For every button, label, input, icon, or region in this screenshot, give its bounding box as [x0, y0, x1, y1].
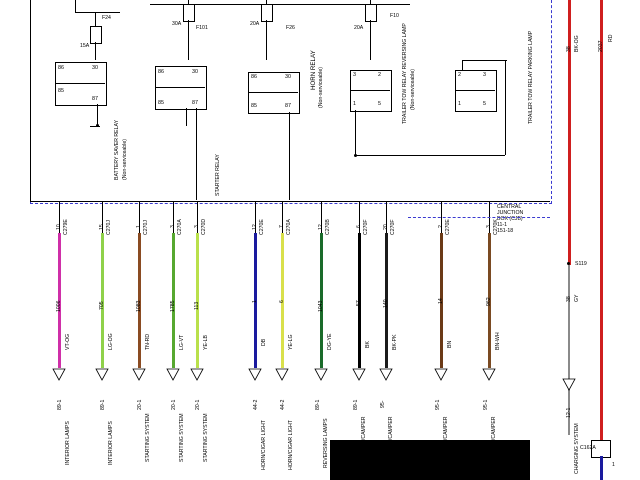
wire-12-connector: C270K — [493, 219, 499, 235]
interconnect-8 — [505, 60, 506, 155]
wire-3-dest-num: 20-1 — [137, 399, 143, 410]
wire-1-code: VT-OG — [65, 333, 71, 350]
f26-lower-lead — [266, 20, 267, 60]
connector-c162a-label: C162A — [580, 445, 596, 451]
charging-dest-num: 12-1 — [566, 407, 572, 418]
wire-6-circuit: 1 — [252, 300, 258, 303]
fuse-f26-rating: 20A — [250, 21, 260, 27]
wire-7-circuit: 6 — [279, 300, 285, 303]
cjb-label-line-2: JUNCTION — [497, 210, 524, 216]
right-left-wire-code: BK-OG — [574, 35, 580, 52]
wire-12-dest-num: 95-1 — [483, 399, 489, 410]
interconnect-6 — [355, 110, 356, 155]
relay4-note: (Non-serviceable) — [410, 69, 416, 110]
connector-arrow-10 — [379, 368, 393, 381]
relay1-pin-85: 85 — [58, 88, 64, 94]
f101-lower-lead — [188, 20, 189, 60]
relay1-pin-86: 86 — [58, 65, 64, 71]
wire-7-code: YE-LG — [288, 334, 294, 350]
wire-10-circuit: 140 — [383, 299, 389, 308]
relay5-pin-1: 1 — [458, 101, 461, 107]
fuse-f24-name: F24 — [102, 15, 111, 21]
relay4-pin-5: 5 — [378, 101, 381, 107]
fuse-f10-name: F10 — [390, 13, 399, 19]
wire-9-dest-num: 89-1 — [353, 399, 359, 410]
relay5-pin-2: 2 — [458, 72, 461, 78]
relay3-pin-85: 85 — [251, 103, 257, 109]
relay-trailer-tow-reversing-lamp — [350, 70, 392, 112]
connector-arrow-2 — [95, 368, 109, 381]
cjb-label-line-1: CENTRAL — [497, 204, 522, 210]
relay5-pin-3: 3 — [483, 72, 486, 78]
connector-arrow-3 — [132, 368, 146, 381]
fuse-f101 — [183, 4, 195, 22]
cjb-label-line-3: BOX (CJB) — [497, 216, 523, 222]
relay1-note: (Non-serviceable) — [122, 139, 128, 180]
right-right-wire-code: RD — [608, 34, 614, 42]
wire-4-dest-num: 20-1 — [171, 399, 177, 410]
interconnect-2 — [97, 104, 98, 126]
right-right-wire-circuit: 2037 — [598, 40, 604, 52]
wire-3-pin: 1 — [136, 225, 142, 228]
f24-lower-lead — [95, 42, 96, 60]
feed-stub-b — [95, 12, 96, 26]
wire-12-pin: 3 — [486, 225, 492, 228]
wire-2-circuit: 705 — [99, 301, 105, 310]
wire-5-dest: STARTING SYSTEM — [203, 413, 209, 462]
relay3-pin-30: 30 — [285, 74, 291, 80]
wire-1-connector: C279E — [63, 219, 69, 235]
wire-11-connector: C270E — [445, 219, 451, 235]
wire-4-code: LG-VT — [179, 334, 185, 350]
connector-c162a-pin: 1 — [612, 462, 615, 468]
connector-arrow-4 — [166, 368, 180, 381]
wire-6-dest-num: 44-2 — [253, 399, 259, 410]
wire-5-pin: 3 — [194, 225, 200, 228]
wire-10-code: BK-PK — [392, 334, 398, 350]
right-red-wire-right — [600, 0, 603, 440]
relay4-name: TRAILER TOW RELAY REVERSING LAMP — [402, 23, 408, 124]
wire-7-dest: HORN/CIGAR LIGHT — [288, 420, 294, 470]
relay3-note: (Non-serviceable) — [318, 67, 324, 108]
interconnect-10 — [462, 60, 463, 70]
relay4-divider — [350, 90, 390, 91]
wire-6-connector: C270E — [259, 219, 265, 235]
cjb-label-line-5: 151-18 — [497, 228, 514, 234]
wire-2-connector: C270J — [106, 220, 112, 235]
wire-3-stub — [139, 202, 140, 233]
wire-4-dest: STARTING SYSTEM — [179, 413, 185, 462]
relay1-name: BATTERY SAVER RELAY — [114, 119, 120, 180]
interconnect-9 — [462, 60, 507, 61]
interconnect-4 — [196, 108, 197, 200]
fuse-f101-rating: 30A — [172, 21, 182, 27]
wire-3-circuit: 1083 — [136, 300, 142, 312]
wire-8-connector: C270B — [325, 219, 331, 235]
connector-arrow-6 — [248, 368, 262, 381]
relay4-pin-1: 1 — [353, 101, 356, 107]
wire-8-circuit: 1043 — [318, 300, 324, 312]
wire-4-circuit: 1785 — [170, 300, 176, 312]
relay2-pin-86: 86 — [158, 69, 164, 75]
wire-11-pin: 2 — [438, 225, 444, 228]
wire-5-circuit: 113 — [194, 301, 200, 310]
interconnect-11 — [90, 126, 100, 127]
wire-11-circuit: 14 — [438, 298, 444, 304]
connector-arrow-5 — [190, 368, 204, 381]
wire-9-pin: 6 — [356, 225, 362, 228]
wire-5 — [196, 233, 199, 368]
charging-dest: CHARGING SYSTEM — [574, 423, 580, 474]
wire-9-code: BK — [365, 341, 371, 348]
relay2-pin-30: 30 — [192, 69, 198, 75]
wire-3-code: TN-RD — [145, 333, 151, 350]
wire-7-dest-num: 44-2 — [280, 399, 286, 410]
wire-5-code: YE-LB — [203, 335, 209, 350]
wire-2-pin: 15 — [99, 224, 105, 230]
relay3-pin-87: 87 — [285, 103, 291, 109]
interconnect-5 — [289, 112, 290, 200]
relay5-divider — [455, 90, 495, 91]
cjb-label-line-4: 11-1 — [497, 222, 507, 228]
wire-1-pin: 10 — [56, 224, 62, 230]
wire-9-connector: C270F — [363, 219, 369, 235]
left-edge-rule — [30, 0, 31, 202]
relay2-pin-87: 87 — [192, 100, 198, 106]
wire-11-code: BN — [447, 340, 453, 348]
wire-6-code: DB — [261, 338, 267, 346]
wire-3-dest: STARTING SYSTEM — [145, 413, 151, 462]
wire-9-stub — [359, 202, 360, 233]
fuse-f10 — [365, 4, 377, 22]
wire-1-dest-num: 89-1 — [57, 399, 63, 410]
fuse-f24 — [90, 26, 102, 44]
fuse-f26-name: F26 — [286, 25, 295, 31]
cjb-lower-dashed-segment — [408, 201, 550, 218]
relay4-pin-3: 3 — [353, 72, 356, 78]
wire-4-stub — [173, 202, 174, 233]
wire-5-connector: C270D — [201, 218, 207, 235]
connector-arrow-9 — [352, 368, 366, 381]
wire-12-circuit: 962 — [486, 297, 492, 306]
right-red-wire-left — [568, 0, 571, 265]
connector-arrow-7 — [275, 368, 289, 381]
relay1-pin-30: 30 — [92, 65, 98, 71]
feed-stub-a — [75, 0, 76, 12]
wire-10-connector: C270F — [390, 219, 396, 235]
wire-4-pin: 3 — [170, 225, 176, 228]
connector-arrow-1 — [52, 368, 66, 381]
interconnect-7 — [355, 155, 505, 156]
top-bus-line — [75, 12, 120, 13]
relay5-name: TRAILER TOW RELAY PARKING LAMP — [528, 30, 534, 124]
relay-trailer-tow-parking-lamp — [455, 70, 497, 112]
wire-10-pin: 20 — [383, 224, 389, 230]
wire-6-dest: HORN/CIGAR LIGHT — [261, 420, 267, 470]
relay3-divider — [248, 92, 298, 93]
f10-lower-lead — [370, 20, 371, 60]
junction-dot-1 — [354, 154, 357, 157]
wire-3-connector: C270J — [143, 220, 149, 235]
splice-wire-code: GY — [574, 294, 580, 302]
relay3-pin-86: 86 — [251, 74, 257, 80]
wire-7-connector: C270A — [286, 219, 292, 235]
relay2-pin-85: 85 — [158, 100, 164, 106]
relay4-pin-2: 2 — [378, 72, 381, 78]
wire-2-code: LG-OG — [108, 333, 114, 350]
relay1-pin-87: 87 — [92, 96, 98, 102]
wire-6-pin: 12 — [252, 224, 258, 230]
wire-8-pin: 12 — [318, 224, 324, 230]
right-left-wire-circuit: 38 — [566, 46, 572, 52]
fuse-f26 — [261, 4, 273, 22]
wire-5-stub — [197, 202, 198, 233]
bottom-black-bar — [330, 440, 530, 480]
wire-7-stub — [282, 202, 283, 233]
wire-7-pin: 7 — [279, 225, 285, 228]
wire-12-code: BN-WH — [495, 332, 501, 350]
splice-label: S119 — [575, 261, 587, 267]
wire-2-dest-num: 89-1 — [100, 399, 106, 410]
relay2-divider — [155, 87, 205, 88]
connector-arrow-11 — [434, 368, 448, 381]
connector-arrow-8 — [314, 368, 328, 381]
splice-wire-pin: 38 — [566, 296, 572, 302]
wire-1-circuit: 1006 — [56, 300, 62, 312]
wire-1-dest: INTERIOR LAMPS — [65, 421, 71, 465]
c162a-lower-wire — [600, 456, 603, 480]
connector-arrow-12 — [482, 368, 496, 381]
fuse-f101-name: F101 — [196, 25, 208, 31]
wire-2-dest: INTERIOR LAMPS — [108, 421, 114, 465]
fuse-f24-rating: 15A — [80, 43, 90, 49]
wire-8-dest: REVERSING LAMPS — [323, 418, 329, 468]
relay5-pin-5: 5 — [483, 101, 486, 107]
wire-8-dest-num: 89-1 — [315, 399, 321, 410]
fuse-f10-rating: 20A — [354, 25, 364, 31]
wire-8-code: DG-YE — [327, 333, 333, 350]
wire-11-dest-num: 95-1 — [435, 399, 441, 410]
wire-4-connector: C270A — [177, 219, 183, 235]
wire-5-dest-num: 20-1 — [195, 399, 201, 410]
wire-10-dest-num: 95- — [380, 400, 386, 408]
relay2-name: STARTER RELAY — [215, 154, 221, 196]
interconnect-3 — [186, 108, 187, 126]
wire-9-circuit: 57 — [356, 300, 362, 306]
relay1-divider — [55, 83, 105, 84]
relay3-name: HORN RELAY — [310, 50, 317, 90]
connector-arrow-charging — [562, 378, 576, 391]
